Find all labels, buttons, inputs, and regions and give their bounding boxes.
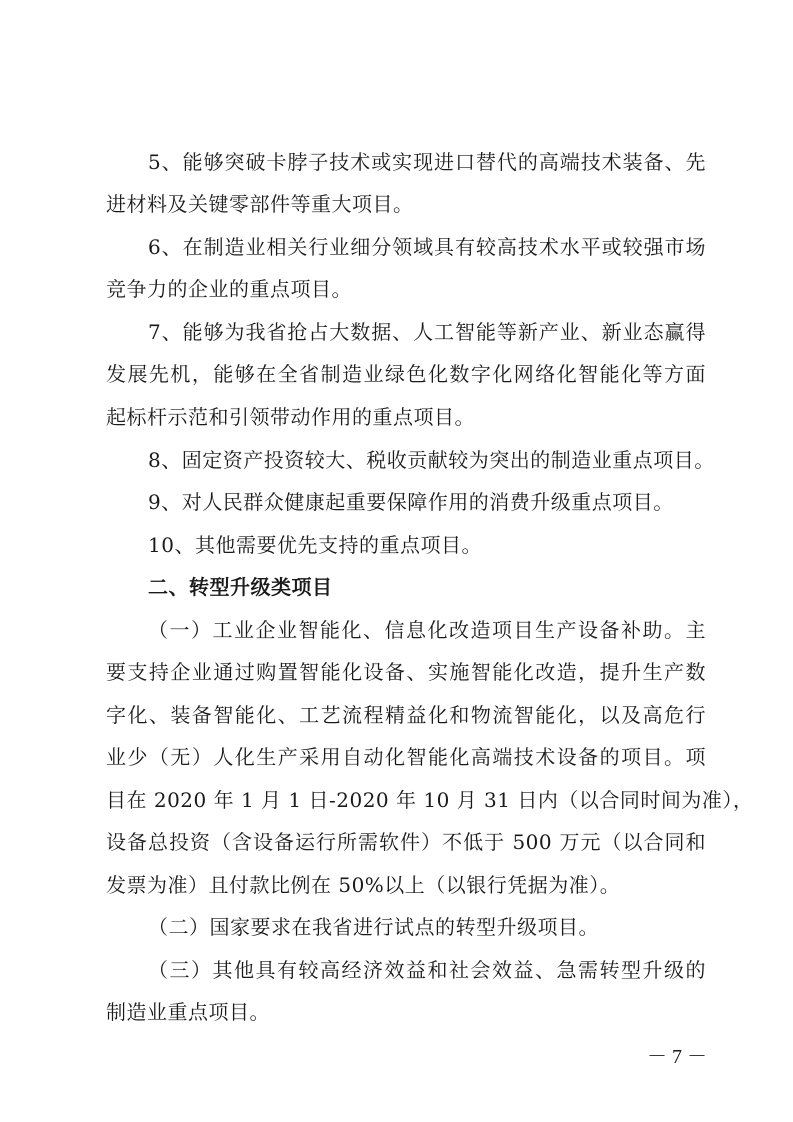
paragraph-line: 要支持企业通过购置智能化设备、实施智能化改造，提升生产数 bbox=[106, 660, 706, 684]
paragraph-line: 字化、装备智能化、工艺流程精益化和物流智能化，以及高危行 bbox=[106, 703, 706, 727]
paragraph-line: （二）国家要求在我省进行试点的转型升级项目。 bbox=[148, 915, 599, 939]
paragraph-line: （一）工业企业智能化、信息化改造项目生产设备补助。主 bbox=[148, 618, 706, 642]
paragraph-line: 10、其他需要优先支持的重点项目。 bbox=[148, 533, 482, 557]
page-number: － 7 － bbox=[647, 1046, 707, 1068]
paragraph-line: 业少（无）人化生产采用自动化智能化高端技术设备的项目。项 bbox=[106, 745, 706, 769]
paragraph-line: 进材料及关键零部件等重大项目。 bbox=[106, 192, 414, 216]
paragraph-line: 起标杆示范和引领带动作用的重点项目。 bbox=[106, 405, 475, 429]
paragraph-line: 7、能够为我省抢占大数据、人工智能等新产业、新业态赢得 bbox=[148, 320, 706, 344]
paragraph-line: 竞争力的企业的重点项目。 bbox=[106, 277, 352, 301]
paragraph-line: 6、在制造业相关行业细分领域具有较高技术水平或较强市场 bbox=[148, 235, 706, 259]
paragraph-line: 5、能够突破卡脖子技术或实现进口替代的高端技术装备、先 bbox=[148, 150, 706, 174]
paragraph-line: 设备总投资（含设备运行所需软件）不低于 500 万元（以合同和 bbox=[106, 830, 706, 854]
paragraph-line: 8、固定资产投资较大、税收贡献较为突出的制造业重点项目。 bbox=[148, 448, 715, 472]
paragraph-line: 发票为准）且付款比例在 50%以上（以银行凭据为准）。 bbox=[106, 873, 621, 897]
paragraph-line: 9、对人民群众健康起重要保障作用的消费升级重点项目。 bbox=[148, 490, 674, 514]
section-heading: 二、转型升级类项目 bbox=[148, 575, 333, 599]
paragraph-line: （三）其他具有较高经济效益和社会效益、急需转型升级的 bbox=[148, 958, 706, 982]
paragraph-line: 制造业重点项目。 bbox=[106, 1000, 270, 1024]
paragraph-line: 发展先机，能够在全省制造业绿色化数字化网络化智能化等方面 bbox=[106, 362, 706, 386]
paragraph-line: 目在 2020 年 1 月 1 日-2020 年 10 月 31 日内（以合同时间为准）， bbox=[106, 788, 754, 812]
